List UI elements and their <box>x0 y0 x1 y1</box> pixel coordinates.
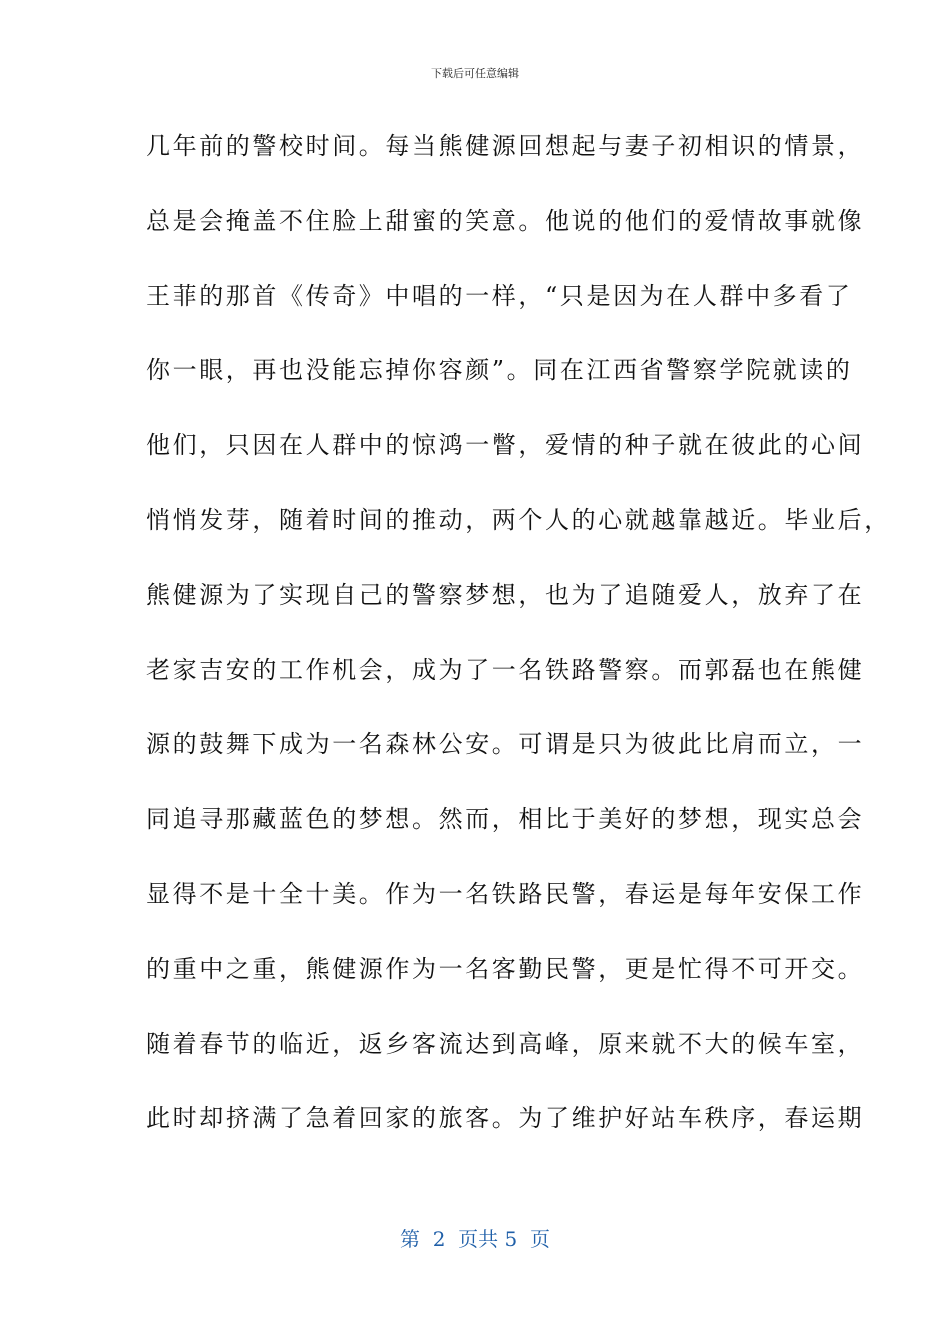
body-line: 悄悄发芽，随着时间的推动，两个人的心就越靠越近。毕业后， <box>146 505 891 534</box>
body-line: 你一眼，再也没能忘掉你容颜”。同在江西省警察学院就读的 <box>146 356 853 385</box>
body-line: 源的鼓舞下成为一名森林公安。可谓是只为彼此比肩而立，一 <box>146 730 865 759</box>
body-line: 随着春节的临近，返乡客流达到高峰，原来就不大的候车室， <box>146 1029 865 1058</box>
page-number-text: 第 2 页共 5 页 <box>400 1227 550 1251</box>
body-line: 几年前的警校时间。每当熊健源回想起与妻子初相识的情景， <box>146 132 865 160</box>
body-line: 老家吉安的工作机会，成为了一名铁路警察。而郭磊也在熊健 <box>146 655 865 684</box>
body-line: 此时却挤满了急着回家的旅客。为了维护好站车秩序，春运期 <box>146 1104 865 1133</box>
body-line: 同追寻那藏蓝色的梦想。然而，相比于美好的梦想，现实总会 <box>146 805 865 834</box>
body-line: 显得不是十全十美。作为一名铁路民警，春运是每年安保工作 <box>146 879 865 908</box>
body-line: 王菲的那首《传奇》中唱的一样，“只是因为在人群中多看了 <box>146 281 853 310</box>
body-line: 他们，只因在人群中的惊鸿一瞥，爱情的种子就在彼此的心间 <box>146 431 865 460</box>
page-number-footer <box>0 1226 950 1252</box>
body-line: 熊健源为了实现自己的警察梦想，也为了追随爱人，放弃了在 <box>146 580 865 609</box>
page-header: 下载后可任意编辑 <box>431 67 519 80</box>
body-line: 总是会掩盖不住脸上甜蜜的笑意。他说的他们的爱情故事就像 <box>146 206 865 235</box>
document-body <box>146 126 891 1173</box>
body-line: 的重中之重，熊健源作为一名客勤民警，更是忙得不可开交。 <box>146 954 865 983</box>
